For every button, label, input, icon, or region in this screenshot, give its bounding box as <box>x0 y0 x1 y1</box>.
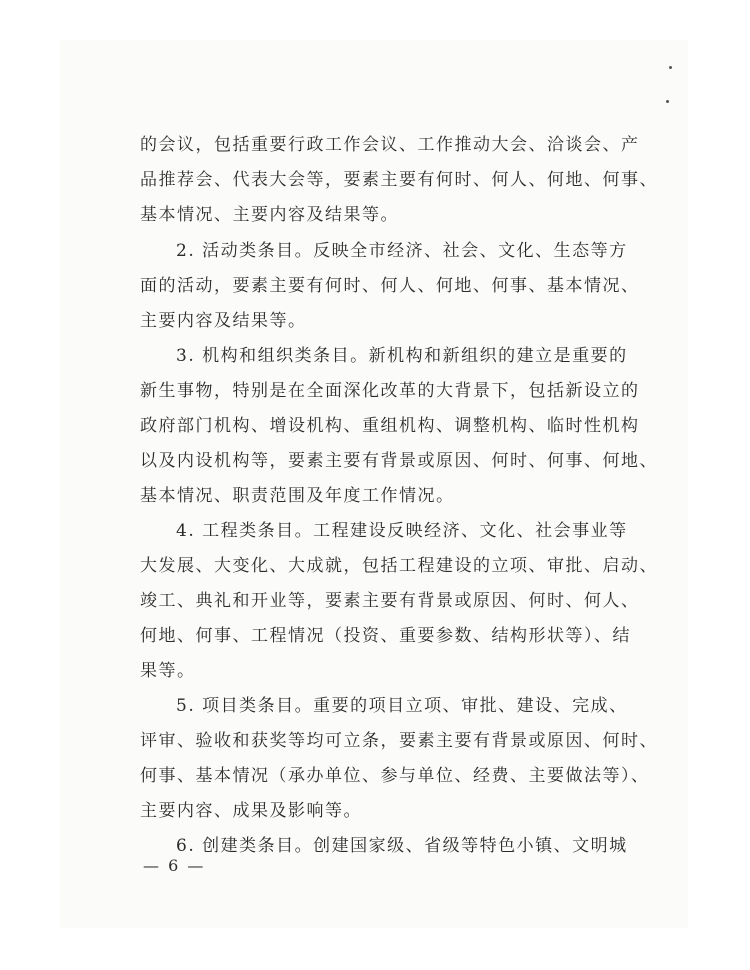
scan-speck <box>669 66 672 69</box>
text-line: 基本情况、主要内容及结果等。 <box>140 205 399 225</box>
paragraph-heading-line: 2. 活动类条目。反映全市经济、社会、文化、生态等方 <box>176 241 628 261</box>
text-line: 面的活动，要素主要有何时、何人、何地、何事、基本情况、 <box>140 276 640 296</box>
text-line: 基本情况、职责范围及年度工作情况。 <box>140 486 455 506</box>
text-line: 评审、验收和获奖等均可立条，要素主要有背景或原因、何时、 <box>140 731 658 751</box>
text-line: 品推荐会、代表大会等，要素主要有何时、何人、何地、何事、 <box>140 170 658 190</box>
text-line: 何地、何事、工程情况（投资、重要参数、结构形状等）、结 <box>140 626 631 646</box>
paragraph-heading-line: 5. 项目类条目。重要的项目立项、审批、建设、完成、 <box>176 696 628 716</box>
text-line: 以及内设机构等，要素主要有背景或原因、何时、何事、何地、 <box>140 451 658 471</box>
text-line: 政府部门机构、增设机构、重组机构、调整机构、临时性机构 <box>140 416 640 436</box>
text-line: 新生事物，特别是在全面深化改革的大背景下，包括新设立的 <box>140 381 640 401</box>
paragraph-heading-line: 4. 工程类条目。工程建设反映经济、文化、社会事业等 <box>176 521 628 541</box>
scan-speck <box>666 100 669 103</box>
text-line: 主要内容及结果等。 <box>140 311 307 331</box>
text-line: 主要内容、成果及影响等。 <box>140 801 362 821</box>
text-line: 大发展、大变化、大成就，包括工程建设的立项、审批、启动、 <box>140 556 658 576</box>
page-number: — 6 — <box>143 856 206 875</box>
text-line: 果等。 <box>140 661 196 681</box>
text-line: 的会议，包括重要行政工作会议、工作推动大会、洽谈会、产 <box>140 135 640 155</box>
paragraph-heading-line: 6. 创建类条目。创建国家级、省级等特色小镇、文明城 <box>176 836 628 856</box>
paragraph-heading-line: 3. 机构和组织类条目。新机构和新组织的建立是重要的 <box>176 346 628 366</box>
text-line: 何事、基本情况（承办单位、参与单位、经费、主要做法等）、 <box>140 766 650 786</box>
text-line: 竣工、典礼和开业等，要素主要有背景或原因、何时、何人、 <box>140 591 640 611</box>
